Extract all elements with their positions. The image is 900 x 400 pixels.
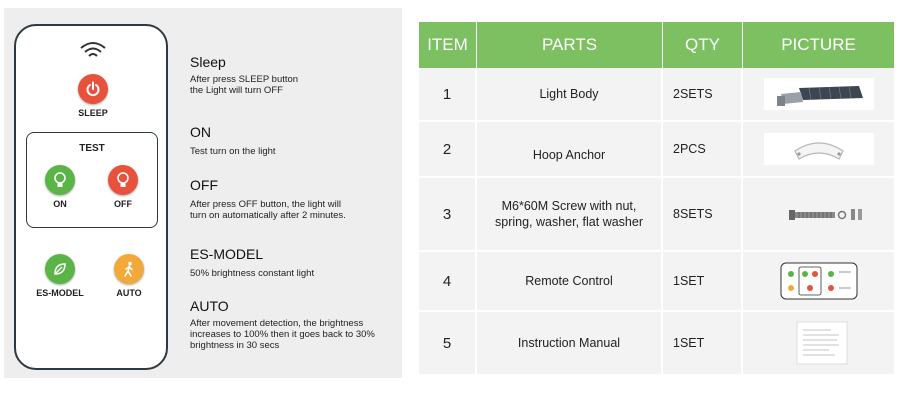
sleep-description (190, 54, 402, 96)
qty-cell: 2SETS (663, 68, 743, 120)
table-header (419, 22, 894, 68)
description-title: OFF (190, 177, 218, 193)
qty-cell: 8SETS (663, 178, 743, 250)
power-icon (78, 74, 108, 104)
table-row (419, 312, 894, 374)
on-description (190, 124, 402, 157)
header-picture: PICTURE (781, 35, 856, 54)
sleep-button[interactable] (73, 74, 113, 118)
part-cell: Instruction Manual (477, 312, 663, 374)
test-group (26, 132, 158, 228)
screw-set-image (759, 194, 879, 234)
item-cell: 5 (419, 312, 477, 374)
picture-cell (743, 252, 894, 310)
table-row (419, 68, 894, 122)
item-cell: 4 (419, 252, 477, 310)
off-button[interactable] (103, 165, 143, 209)
off-label: OFF (114, 199, 132, 209)
part-cell: M6*60M Screw with nut, spring, washer, flat washer (477, 178, 663, 250)
part-cell: Hoop Anchor (477, 122, 663, 176)
off-description (190, 177, 402, 221)
remote-control-image (759, 261, 879, 301)
walking-person-icon (114, 254, 144, 284)
bulb-on-icon (45, 165, 75, 195)
table-row (419, 252, 894, 312)
picture-cell (743, 68, 894, 120)
picture-cell (743, 122, 894, 176)
description-text: After movement detection, the brightness increases to 100% then it goes back to 30% brightness in 30 secs (190, 318, 375, 351)
instruction-manual-image (759, 320, 879, 366)
description-title: Sleep (190, 54, 226, 70)
picture-cell (743, 178, 894, 250)
part-cell: Remote Control (477, 252, 663, 310)
description-text: After press SLEEP button the Light will turn OFF (190, 74, 299, 96)
es-model-button[interactable] (35, 254, 85, 298)
es-model-description (190, 246, 402, 279)
table-row (419, 122, 894, 178)
auto-button[interactable] (109, 254, 149, 298)
test-title: TEST (79, 143, 105, 154)
on-button[interactable] (40, 165, 80, 209)
description-text: 50% brightness constant light (190, 268, 315, 279)
description-text: After press OFF button, the light will turn on automatically after 2 minutes. (190, 199, 346, 221)
sleep-label: SLEEP (78, 108, 108, 118)
remote-control (14, 24, 168, 370)
header-item: ITEM (419, 22, 477, 68)
description-title: ON (190, 124, 211, 140)
bulb-off-icon (108, 165, 138, 195)
description-title: AUTO (190, 298, 229, 314)
parts-table (419, 22, 894, 374)
header-parts: PARTS (477, 22, 663, 68)
leaf-icon (45, 254, 75, 284)
header-qty: QTY (663, 22, 743, 68)
description-title: ES-MODEL (190, 246, 264, 262)
hoop-anchor-image (759, 129, 879, 169)
wireless-signal-icon (78, 40, 108, 60)
qty-cell: 1SET (663, 312, 743, 374)
qty-cell: 2PCS (663, 122, 743, 176)
picture-cell (743, 312, 894, 374)
item-cell: 1 (419, 68, 477, 120)
remote-guide-panel (4, 8, 402, 378)
auto-description (190, 298, 402, 351)
light-body-image (759, 74, 879, 114)
qty-cell: 1SET (663, 252, 743, 310)
auto-label: AUTO (116, 288, 142, 298)
item-cell: 3 (419, 178, 477, 250)
description-text: Test turn on the light (190, 146, 276, 157)
table-row (419, 178, 894, 252)
item-cell: 2 (419, 122, 477, 176)
on-label: ON (53, 199, 67, 209)
es-model-label: ES-MODEL (36, 288, 84, 298)
part-cell: Light Body (477, 68, 663, 120)
